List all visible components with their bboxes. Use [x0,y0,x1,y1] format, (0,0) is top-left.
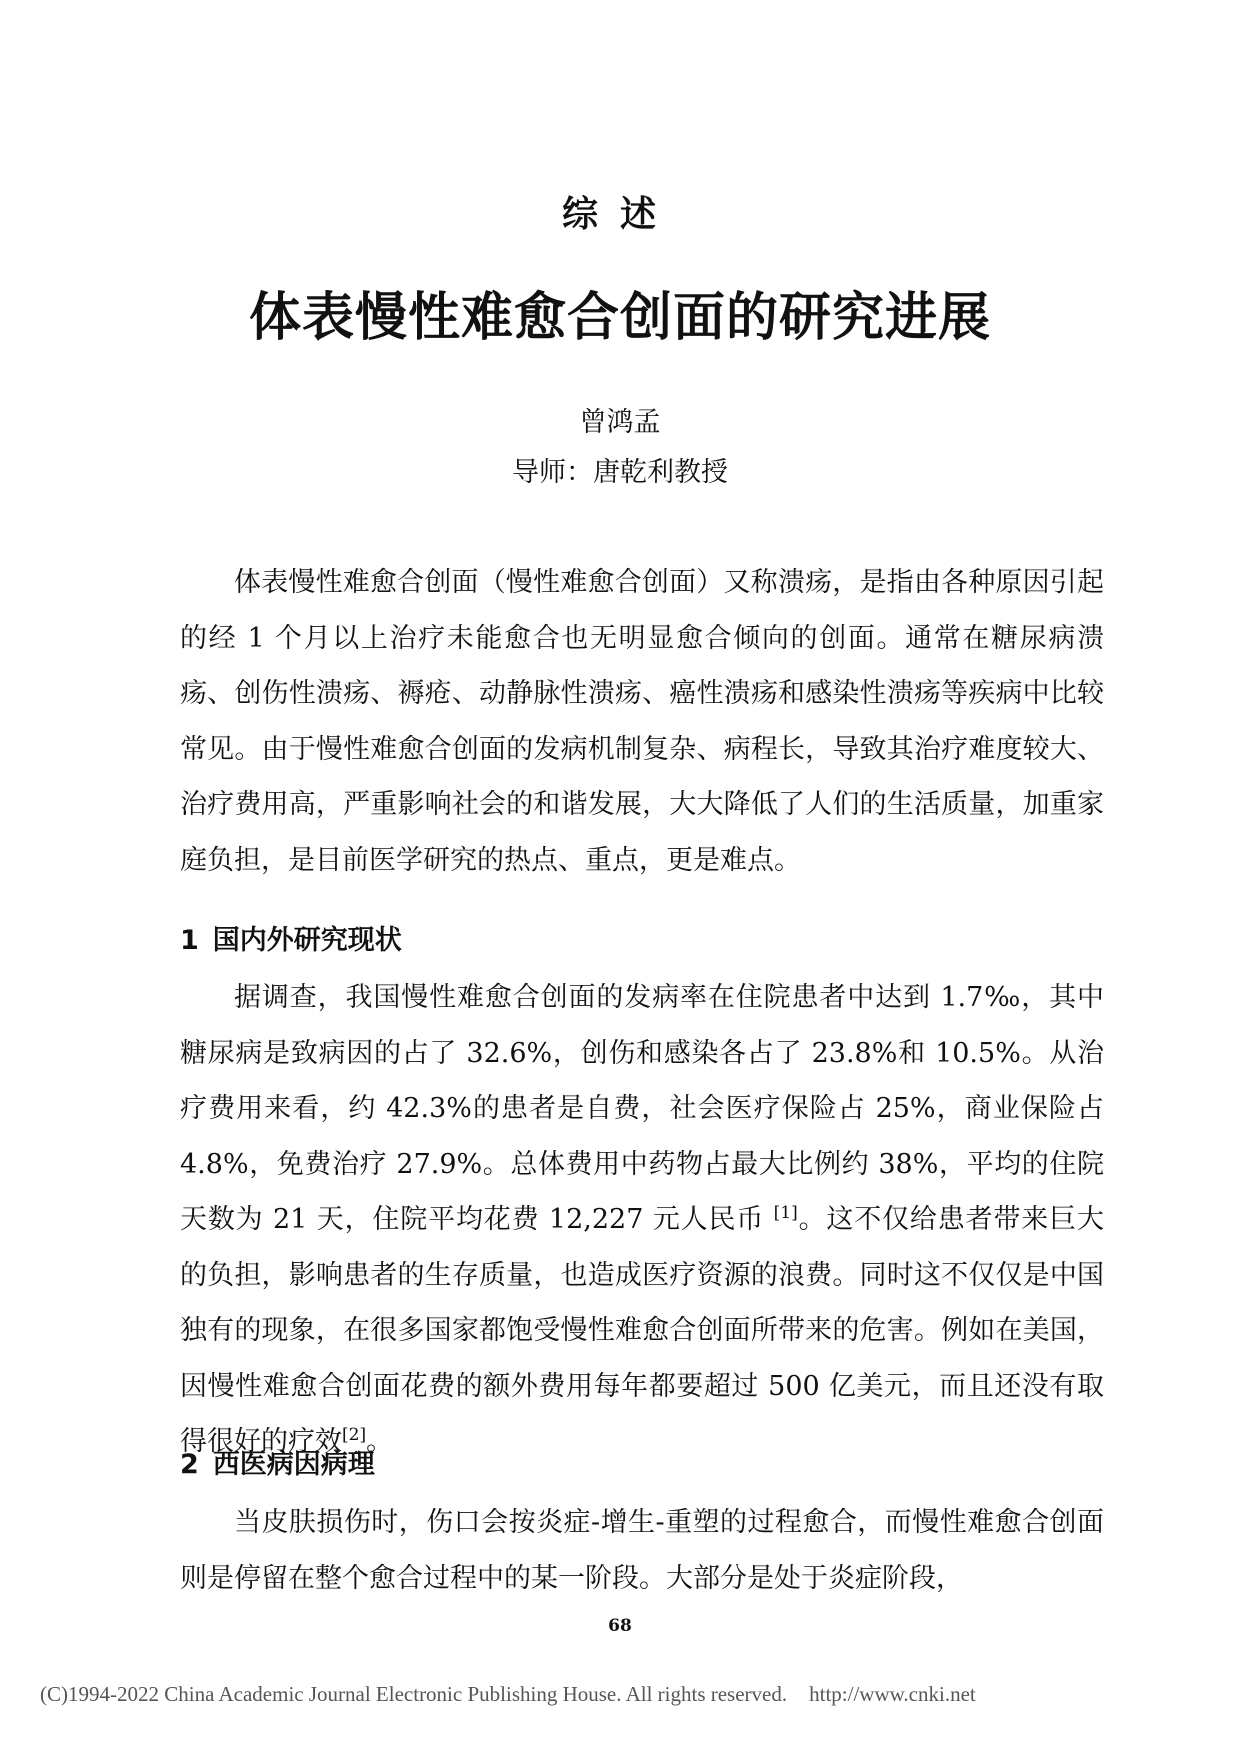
paragraph-text: 据调查，我国慢性难愈合创面的发病率在住院患者中达到 1.7‰，其中糖尿病是致病因的占了 32.6%，创伤和感染各占了 23.8%和 10.5%。从治疗费用来看，约 42.3%的患者是自费，社会医疗保险占 25%，商业保险占 4.8%，免费治疗 27.9%。总体费用中药物占最大比例约 38%，平均的住院天数为 21 天，住院平均花费 12,227 元人民币 [180,982,1104,1235]
paragraph-text: 。 [366,1426,394,1457]
citation-ref-2[interactable]: [2] [342,1425,367,1445]
footer-link[interactable]: http://www.cnki.net [809,1682,976,1706]
section-label: 综述 [561,194,678,235]
advisor-line: 导师：唐乾利教授 [512,457,728,488]
copyright-footer [40,1682,976,1707]
section-title: 西医病因病理 [212,1449,375,1480]
intro-paragraph: 体表慢性难愈合创面（慢性难愈合创面）又称溃疡，是指由各种原因引起的经 1 个月以上治疗未能愈合也无明显愈合倾向的创面。通常在糖尿病溃疡、创伤性溃疡、褥疮、动静脉性溃疡、癌性溃疡和感染性溃疡等疾病中比较常见。由于慢性难愈合创面的发病机制复杂、病程长，导致其治疗难度较大、治疗费用高，严重影响社会的和谐发展，大大降低了人们的生活质量，加重家庭负担，是目前医学研究的热点、重点，更是难点。 [180,567,1104,876]
section-heading-2 [180,1442,375,1481]
section-number: 2 [180,1449,199,1480]
page-number: 68 [608,1616,632,1636]
section-heading-1 [180,918,402,957]
section-title: 国内外研究现状 [212,925,402,956]
section-2-paragraph: 当皮肤损伤时，伤口会按炎症-增生-重塑的过程愈合，而慢性难愈合创面则是停留在整个愈合过程中的某一阶段。大部分是处于炎症阶段， [180,1507,1104,1594]
copyright-text: (C)1994-2022 China Academic Journal Electronic Publishing House. All rights reserved. [40,1682,788,1706]
section-1-paragraph [180,970,1104,1470]
paragraph-text: 。这不仅给患者带来巨大的负担，影响患者的生存质量，也造成医疗资源的浪费。同时这不仅仅是中国独有的现象，在很多国家都饱受慢性难愈合创面所带来的危害。例如在美国，因慢性难愈合创面花费的额外费用每年都要超过 500 亿美元，而且还没有取得很好的疗效 [180,1204,1104,1457]
author-name: 曾鸿孟 [579,407,661,438]
paper-title: 体表慢性难愈合创面的研究进展 [248,288,991,348]
section-number: 1 [180,925,199,956]
citation-ref-1[interactable]: [1] [773,1203,798,1223]
